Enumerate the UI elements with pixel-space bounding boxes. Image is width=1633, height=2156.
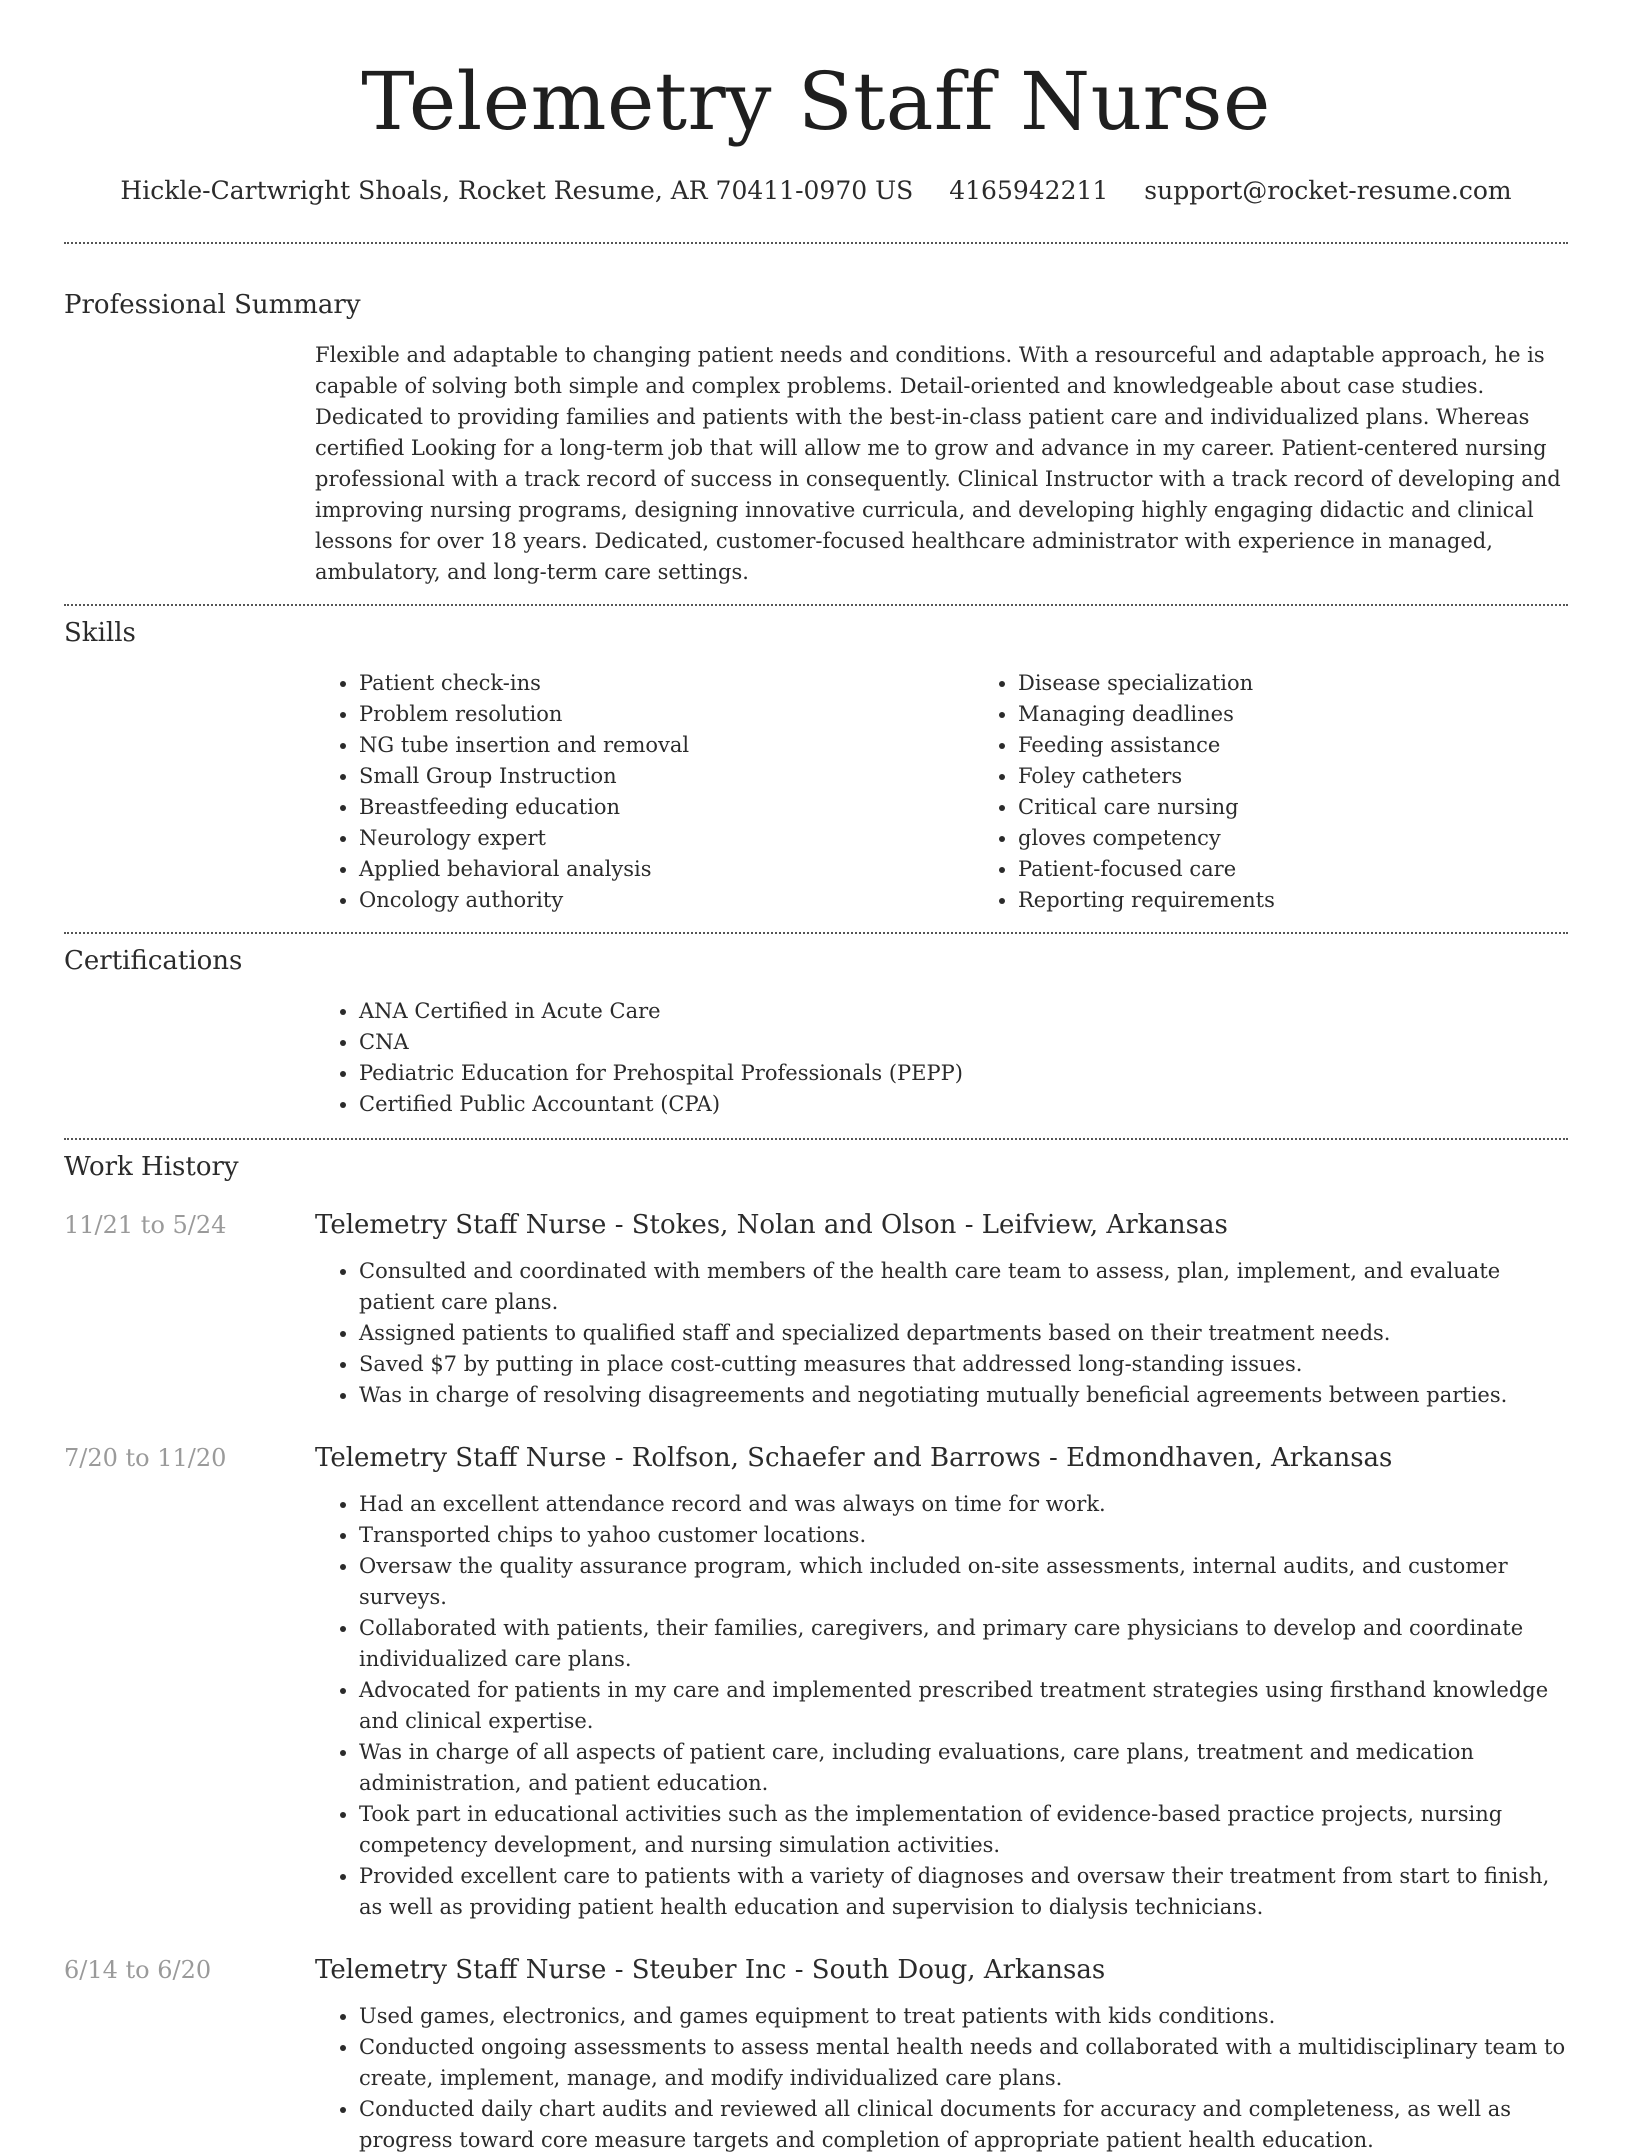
summary-text: Flexible and adaptable to changing patient needs and conditions. With a resourceful and adaptable approach, he is capable of solving both simple and complex problems. Detail-oriented and knowledgeable about case studies. Dedicated to providing families and patients with the best-in-class patient care and individualized plans. Whereas certified Looking for a long-term job that will allow me to grow and advance in my career. Patient-centered nursing professional with a track record of success in consequently. Clinical Instructor with a track record of developing and improving nursing programs, designing innovative curricula, and developing highly engaging didactic and clinical lessons for over 18 years. Dedicated, customer-focused healthcare administrator with experience in managed, ambulatory, and long-term care settings. <box>315 343 1561 584</box>
contact-phone: 4165942211 <box>949 176 1109 205</box>
work-section <box>64 1140 1568 2156</box>
list-item: • Was in charge of all aspects of patient care, including evaluations, care plans, treatment and medication administration, and patient education. <box>359 1737 1568 1799</box>
job-bullets <box>315 2001 1568 2156</box>
list-item: • Collaborated with patients, their families, caregivers, and primary care physicians to develop and coordinate individualized care plans. <box>359 1613 1568 1675</box>
list-item: • Disease specialization <box>1018 668 1633 699</box>
job-entry <box>64 1441 1568 1923</box>
job-title: Telemetry Staff Nurse - Rolfson, Schaefer and Barrows - Edmondhaven, Arkansas <box>315 1443 1393 1473</box>
summary-heading: Professional Summary <box>64 290 361 320</box>
job-title: Telemetry Staff Nurse - Stokes, Nolan and Olson - Leifview, Arkansas <box>315 1210 1228 1240</box>
contact-email: support@rocket-resume.com <box>1144 176 1512 205</box>
list-item: • Conducted daily chart audits and reviewed all clinical documents for accuracy and completeness, as well as progress toward core measure targets and completion of appropriate patient health education. <box>359 2094 1568 2156</box>
job-title: Telemetry Staff Nurse - Steuber Inc - South Doug, Arkansas <box>315 1955 1106 1985</box>
list-item: • Oversaw the quality assurance program, which included on-site assessments, internal audits, and customer surveys. <box>359 1551 1568 1613</box>
list-item: • Managing deadlines <box>1018 699 1633 730</box>
list-item: • Provided excellent care to patients with a variety of diagnoses and oversaw their treatment from start to finish, as well as providing patient health education and supervision to dialysis technicians. <box>359 1861 1568 1923</box>
skills-section <box>64 606 1568 916</box>
list-item: • Was in charge of resolving disagreements and negotiating mutually beneficial agreements between parties. <box>359 1380 1568 1411</box>
certifications-list <box>315 996 1568 1120</box>
job-entry <box>64 1208 1568 1411</box>
list-item: • Problem resolution <box>359 699 974 730</box>
job-bullets <box>315 1256 1568 1411</box>
list-item: • Had an excellent attendance record and was always on time for work. <box>359 1489 1568 1520</box>
list-item: • Oncology authority <box>359 885 974 916</box>
summary-section <box>64 244 1568 588</box>
job-entry <box>64 1953 1568 2156</box>
contact-address: Hickle-Cartwright Shoals, Rocket Resume, AR 70411-0970 US <box>120 176 914 205</box>
resume-title: Telemetry Staff Nurse <box>361 55 1271 148</box>
list-item: • Applied behavioral analysis <box>359 854 974 885</box>
job-bullets <box>315 1489 1568 1923</box>
certifications-section <box>64 934 1568 1120</box>
job-dates: 11/21 to 5/24 <box>64 1211 227 1239</box>
list-item: • gloves competency <box>1018 823 1633 854</box>
list-item: • Critical care nursing <box>1018 792 1633 823</box>
list-item: • Consulted and coordinated with members of the health care team to assess, plan, implement, and evaluate patient care plans. <box>359 1256 1568 1318</box>
list-item: • Assigned patients to qualified staff and specialized departments based on their treatment needs. <box>359 1318 1568 1349</box>
list-item: • NG tube insertion and removal <box>359 730 974 761</box>
list-item: • Transported chips to yahoo customer locations. <box>359 1520 1568 1551</box>
list-item: • Certified Public Accountant (CPA) <box>359 1089 1568 1120</box>
list-item: • Took part in educational activities such as the implementation of evidence-based practice projects, nursing competency development, and nursing simulation activities. <box>359 1799 1568 1861</box>
skills-list-left <box>315 668 974 916</box>
list-item: • Feeding assistance <box>1018 730 1633 761</box>
work-heading: Work History <box>64 1152 239 1182</box>
list-item: • Advocated for patients in my care and implemented prescribed treatment strategies using firsthand knowledge and clinical expertise. <box>359 1675 1568 1737</box>
list-item: • Conducted ongoing assessments to assess mental health needs and collaborated with a multidisciplinary team to create, implement, manage, and modify individualized care plans. <box>359 2032 1568 2094</box>
job-dates: 6/14 to 6/20 <box>64 1956 212 1984</box>
list-item: • Pediatric Education for Prehospital Professionals (PEPP) <box>359 1058 1568 1089</box>
job-dates: 7/20 to 11/20 <box>64 1444 227 1472</box>
contact-line <box>0 174 1632 208</box>
list-item: • Breastfeeding education <box>359 792 974 823</box>
list-item: • ANA Certified in Acute Care <box>359 996 1568 1027</box>
skills-heading: Skills <box>64 618 136 648</box>
list-item: • Patient check-ins <box>359 668 974 699</box>
skills-list-right <box>974 668 1633 916</box>
list-item: • Used games, electronics, and games equipment to treat patients with kids conditions. <box>359 2001 1568 2032</box>
certifications-heading: Certifications <box>64 946 243 976</box>
list-item: • Small Group Instruction <box>359 761 974 792</box>
list-item: • CNA <box>359 1027 1568 1058</box>
list-item: • Reporting requirements <box>1018 885 1633 916</box>
list-item: • Foley catheters <box>1018 761 1633 792</box>
list-item: • Neurology expert <box>359 823 974 854</box>
list-item: • Patient-focused care <box>1018 854 1633 885</box>
list-item: • Saved $7 by putting in place cost-cutting measures that addressed long-standing issues. <box>359 1349 1568 1380</box>
